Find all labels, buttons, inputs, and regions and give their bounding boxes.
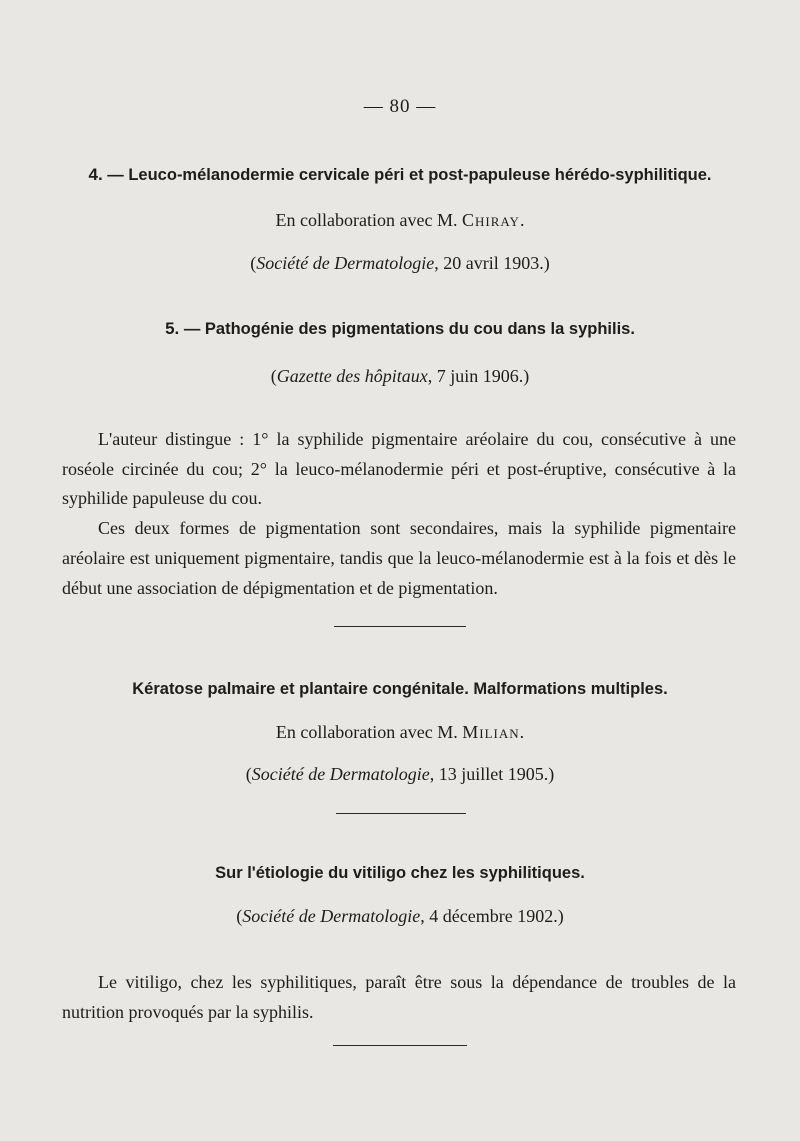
collab-name: Milian — [462, 722, 520, 742]
vitiligo-body — [62, 968, 736, 1027]
section-4-number: 4. — [88, 165, 103, 184]
collab-suffix: . — [519, 722, 525, 742]
section-5-body — [62, 425, 736, 603]
divider — [334, 626, 466, 627]
divider — [336, 813, 466, 814]
page-number: — 80 — — [363, 96, 437, 117]
section-4-heading — [0, 165, 800, 185]
collab-name: Chiray — [461, 210, 520, 230]
vitiligo-heading: Sur l'étiologie du vitiligo chez les syphilitiques. — [215, 864, 585, 882]
section-4-collaboration — [0, 210, 800, 231]
ref-date: , 13 juillet 1905.) — [429, 764, 555, 784]
ref-journal: Société de Dermatologie — [251, 764, 430, 784]
paragraph: L'auteur distingue : 1° la syphilide pigmentaire aréolaire du cou, consécutive à une roséole circinée du cou; 2° la leuco-mélanodermie péri et post-éruptive, consécutive à la syphilide papuleuse du cou. — [62, 429, 736, 509]
ref-open: ( — [245, 764, 252, 784]
section-5-number: 5. — [165, 319, 180, 338]
keratose-heading: Kératose palmaire et plantaire congénitale. Malformations multiples. — [132, 680, 668, 698]
section-5-reference — [0, 366, 800, 387]
ref-journal: Gazette des hôpitaux — [276, 366, 428, 386]
ref-journal: Société de Dermatologie — [256, 253, 435, 273]
ref-open: ( — [250, 253, 257, 273]
paragraph: Ces deux formes de pigmentation sont secondaires, mais la syphilide pigmentaire aréolaire est uniquement pigmentaire, tandis que la leuco-mélanodermie est à la fois et dès le début une association de dépigmentation et de pigmentation. — [62, 518, 736, 598]
keratose-reference — [0, 764, 800, 785]
ref-journal: Société de Dermatologie — [242, 906, 421, 926]
ref-date: , 20 avril 1903.) — [434, 253, 550, 273]
ref-open: ( — [236, 906, 243, 926]
ref-date: , 7 juin 1906.) — [427, 366, 530, 386]
vitiligo-reference — [0, 906, 800, 927]
ref-date: , 4 décembre 1902.) — [420, 906, 564, 926]
ref-open: ( — [270, 366, 277, 386]
section-4-title: — Leuco-mélanodermie cervicale péri et post-papuleuse hérédo-syphilitique. — [107, 166, 712, 184]
collab-prefix: En collaboration avec M. — [275, 210, 458, 230]
section-4-reference — [0, 253, 800, 274]
section-5-heading — [0, 319, 800, 339]
collab-prefix: En collaboration avec M. — [275, 722, 458, 742]
keratose-collaboration — [0, 722, 800, 743]
divider — [333, 1045, 467, 1046]
section-5-title: — Pathogénie des pigmentations du cou dans la syphilis. — [183, 320, 635, 338]
paragraph: Le vitiligo, chez les syphilitiques, paraît être sous la dépendance de troubles de la nutrition provoqués par la syphilis. — [62, 972, 736, 1022]
collab-suffix: . — [519, 210, 525, 230]
